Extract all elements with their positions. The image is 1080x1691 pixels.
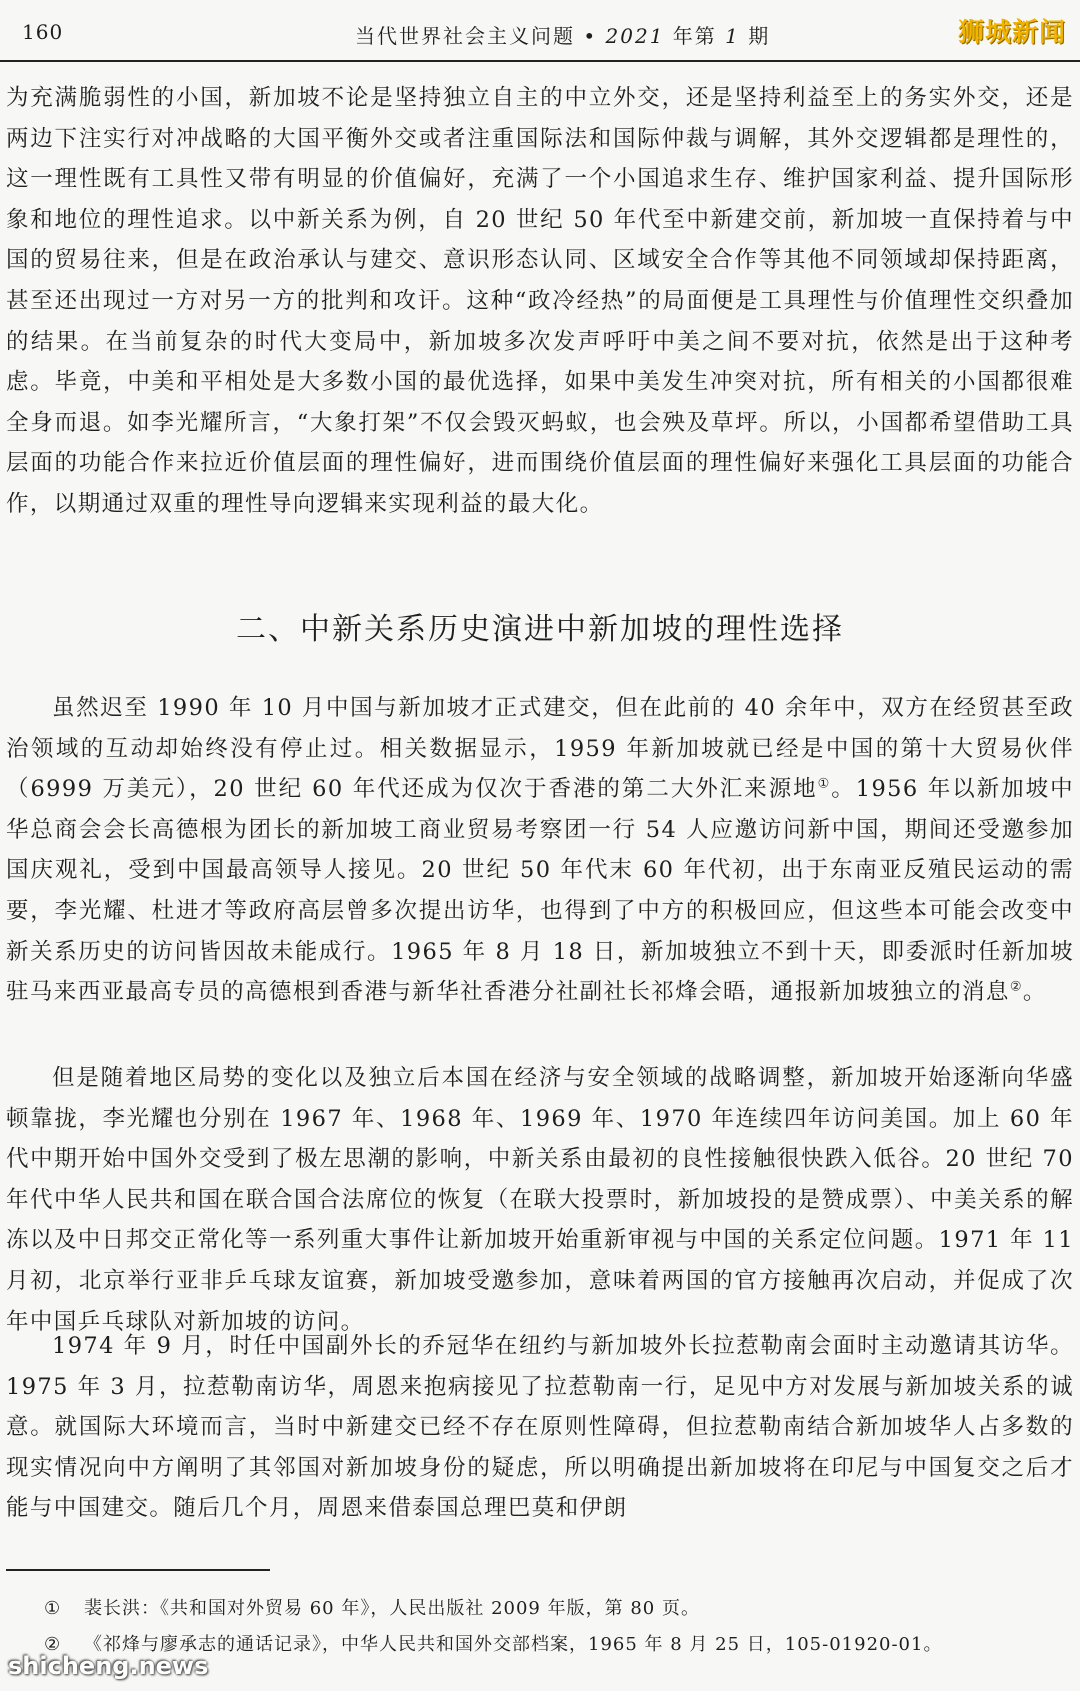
footnote-ref-1[interactable]: ①	[817, 776, 832, 792]
journal-title-prefix: 当代世界社会主义问题 •	[355, 24, 606, 48]
header-divider	[0, 60, 1080, 62]
footnote-2-text: 《祁烽与廖承志的通话记录》，中华人民共和国外交部档案，1965 年 8 月 25 日，105-01920-01。	[84, 1634, 943, 1655]
footnote-ref-2[interactable]: ②	[1009, 979, 1023, 995]
page-number: 160	[22, 20, 64, 44]
footnote-1-mark: ①	[44, 1598, 62, 1619]
paragraph-2	[6, 688, 1074, 1013]
journal-year: 2021	[605, 24, 665, 48]
page-header	[0, 0, 1080, 70]
footnote-2-mark: ②	[44, 1634, 62, 1655]
footnote-divider	[6, 1569, 270, 1571]
watermark-logo: 狮城新闻	[957, 18, 1066, 48]
paragraph-2-part-a: 虽然迟至 1990 年 10 月中国与新加坡才正式建交，但在此前的 40 余年中，双方在经贸甚至政治领域的互动却始终没有停止过。相关数据显示，1959 年新加坡就已经是中国的第十大贸易伙伴（6999 万美元），20 世纪 60 年代还成为仅次于香港的第二大外汇来源地	[6, 695, 1074, 803]
paragraph-2-part-b: 。1956 年以新加坡中华总商会会长高德根为团长的新加坡工商业贸易考察团一行 54 人应邀访问新中国，期间还受邀参加国庆观礼，受到中国最高领导人接见。20 世纪 50 年代末 60 年代初，出于东南亚反殖民运动的需要，李光耀、杜进才等政府高层曾多次提出访华，也得到了中方的积极回应，但这些本可能会改变中新关系历史的访问皆因故未能成行。1965 年 8 月 18 日，新加坡独立不到十天，即委派时任新加坡驻马来西亚最高专员的高德根到香港与新华社香港分社副社长祁烽会晤，通报新加坡独立的消息	[6, 776, 1074, 1006]
paragraph-4: 1974 年 9 月，时任中国副外长的乔冠华在纽约与新加坡外长拉惹勒南会面时主动邀请其访华。1975 年 3 月，拉惹勒南访华，周恩来抱病接见了拉惹勒南一行，足见中方对发展与新加坡关系的诚意。就国际大环境而言，当时中新建交已经不存在原则性障碍，但拉惹勒南结合新加坡华人占多数的现实情况向中方阐明了其邻国对新加坡身份的疑虑，所以明确提出新加坡将在印尼与中国复交之后才能与中国建交。随后几个月，周恩来借泰国总理巴莫和伊朗	[6, 1333, 1074, 1522]
footnote-1	[44, 1594, 700, 1620]
paragraph-2-part-c: 。	[1022, 979, 1047, 1006]
footnote-1-text: 裴长洪：《共和国对外贸易 60 年》，人民出版社 2009 年版，第 80 页。	[84, 1598, 700, 1619]
section-heading: 二、中新关系历史演进中新加坡的理性选择	[236, 612, 844, 647]
paragraph-1: 为充满脆弱性的小国，新加坡不论是坚持独立自主的中立外交，还是坚持利益至上的务实外交，还是两边下注实行对冲战略的大国平衡外交或者注重国际法和国际仲裁与调解，其外交逻辑都是理性的，这一理性既有工具性又带有明显的价值偏好，充满了一个小国追求生存、维护国家利益、提升国际形象和地位的理性追求。以中新关系为例，自 20 世纪 50 年代至中新建交前，新加坡一直保持着与中国的贸易往来，但是在政治承认与建交、意识形态认同、区域安全合作等其他不同领域却保持距离，甚至还出现过一方对另一方的批判和攻讦。这种“政冷经热”的局面便是工具理性与价值理性交织叠加的结果。在当前复杂的时代大变局中，新加坡多次发声呼吁中美之间不要对抗，依然是出于这种考虑。毕竟，中美和平相处是大多数小国的最优选择，如果中美发生冲突对抗，所有相关的小国都很难全身而退。如李光耀所言，“大象打架”不仅会毁灭蚂蚁，也会殃及草坪。所以，小国都希望借助工具层面的功能合作来拉近价值层面的理性偏好，进而围绕价值层面的理性偏好来强化工具层面的功能合作，以期通过双重的理性导向逻辑来实现利益的最大化。	[6, 85, 1074, 517]
watermark-url: shicheng.news	[8, 1652, 209, 1680]
journal-title-suffix: 期	[739, 24, 771, 48]
journal-title	[355, 20, 770, 49]
journal-issue: 1	[725, 24, 740, 48]
paragraph-3: 但是随着地区局势的变化以及独立后本国在经济与安全领域的战略调整，新加坡开始逐渐向华盛顿靠拢，李光耀也分别在 1967 年、1968 年、1969 年、1970 年连续四年访问美国。加上 60 年代中期开始中国外交受到了极左思潮的影响，中新关系由最初的良性接触很快跌入低谷。20 世纪 70 年代中华人民共和国在联合国合法席位的恢复（在联大投票时，新加坡投的是赞成票）、中美关系的解冻以及中日邦交正常化等一系列重大事件让新加坡开始重新审视与中国的关系定位问题。1971 年 11 月初，北京举行亚非乒乓球友谊赛，新加坡受邀参加，意味着两国的官方接触再次启动，并促成了次年中国乒乓球队对新加坡的访问。	[6, 1065, 1074, 1335]
journal-title-mid: 年第	[664, 24, 726, 48]
